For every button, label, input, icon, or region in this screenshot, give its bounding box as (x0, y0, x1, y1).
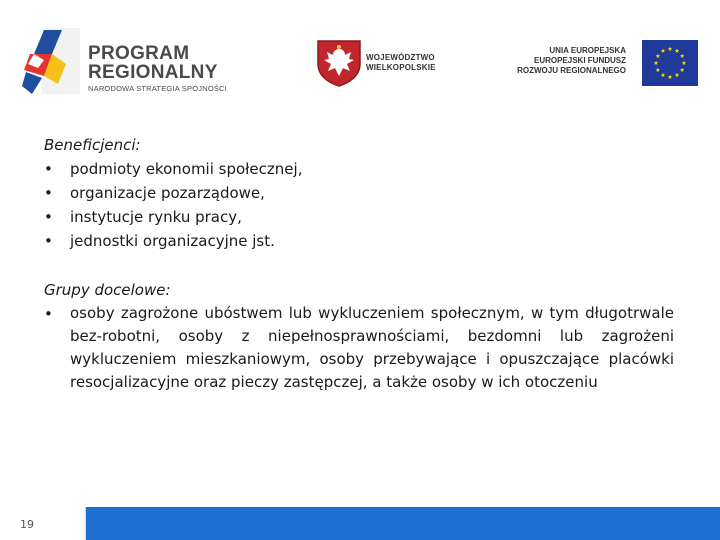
wojewodztwo-line2: WIELKOPOLSKIE (366, 63, 436, 72)
slide-content (44, 133, 674, 394)
eu-flag-icon (642, 40, 698, 86)
eu-star-icon (682, 61, 687, 65)
footer-bar (0, 507, 720, 540)
list-item (44, 229, 674, 253)
target-groups-heading: Grupy docelowe: (44, 281, 171, 299)
eu-line1: UNIA EUROPEJSKA (549, 46, 626, 55)
footer-page-box (0, 507, 86, 540)
coat-of-arms-icon (315, 38, 363, 88)
bullet-icon: • (44, 208, 53, 226)
program-subtitle: NARODOWA STRATEGIA SPÓJNOŚCI (88, 84, 227, 93)
wojewodztwo-logo (315, 38, 440, 88)
bullet-icon: • (44, 184, 53, 202)
target-groups-text: osoby zagrożone ubóstwem lub wykluczeniem społecznym, w tym długotrwale bez-robotni, osoby z niepełnosprawnościami, bezdomni lub zagrożeni wykluczeniem mieszkaniowym, osoby przebywające i opuszczające placówki resocjalizacyjne oraz pieczy zastępczej, a także osoby w ich otoczeniu (70, 304, 674, 391)
eu-star-icon (675, 73, 680, 77)
eu-star-icon (654, 61, 659, 65)
list-item (44, 157, 674, 181)
list-item (44, 205, 674, 229)
eu-text (517, 46, 626, 76)
eu-star-icon (661, 48, 666, 52)
bullet-icon: • (44, 160, 53, 178)
eu-star-icon (656, 54, 661, 58)
wojewodztwo-line1: WOJEWÓDZTWO (366, 53, 435, 62)
eu-star-icon (680, 68, 685, 72)
wojewodztwo-text (366, 53, 436, 73)
eu-star-icon (668, 75, 673, 79)
list-item-text: jednostki organizacyjne jst. (70, 232, 275, 250)
eu-stars (642, 40, 698, 86)
program-regionalny-logo (22, 24, 252, 100)
eu-star-icon (675, 48, 680, 52)
list-item-text: organizacje pozarządowe, (70, 184, 265, 202)
list-item-text: podmioty ekonomii społecznej, (70, 160, 303, 178)
nss-emblem-icon (22, 24, 82, 96)
target-groups-list (44, 302, 674, 394)
beneficiaries-list (44, 157, 674, 253)
bullet-icon: • (44, 232, 53, 250)
eu-star-icon (661, 73, 666, 77)
logo-bar (0, 0, 720, 110)
program-title-line1: PROGRAM (88, 43, 190, 64)
eu-logo (498, 40, 698, 88)
eu-star-icon (680, 54, 685, 58)
program-title-line2: REGIONALNY (88, 62, 218, 83)
list-item-text: instytucje rynku pracy, (70, 208, 242, 226)
eu-star-icon (656, 68, 661, 72)
beneficiaries-heading: Beneficjenci: (44, 136, 141, 154)
bullet-icon: • (44, 305, 53, 323)
list-item (44, 302, 674, 394)
eu-line3: ROZWOJU REGIONALNEGO (517, 66, 626, 75)
eu-line2: EUROPEJSKI FUNDUSZ (533, 56, 626, 65)
page-number: 19 (20, 518, 34, 531)
eu-star-icon (668, 47, 673, 51)
list-item (44, 181, 674, 205)
